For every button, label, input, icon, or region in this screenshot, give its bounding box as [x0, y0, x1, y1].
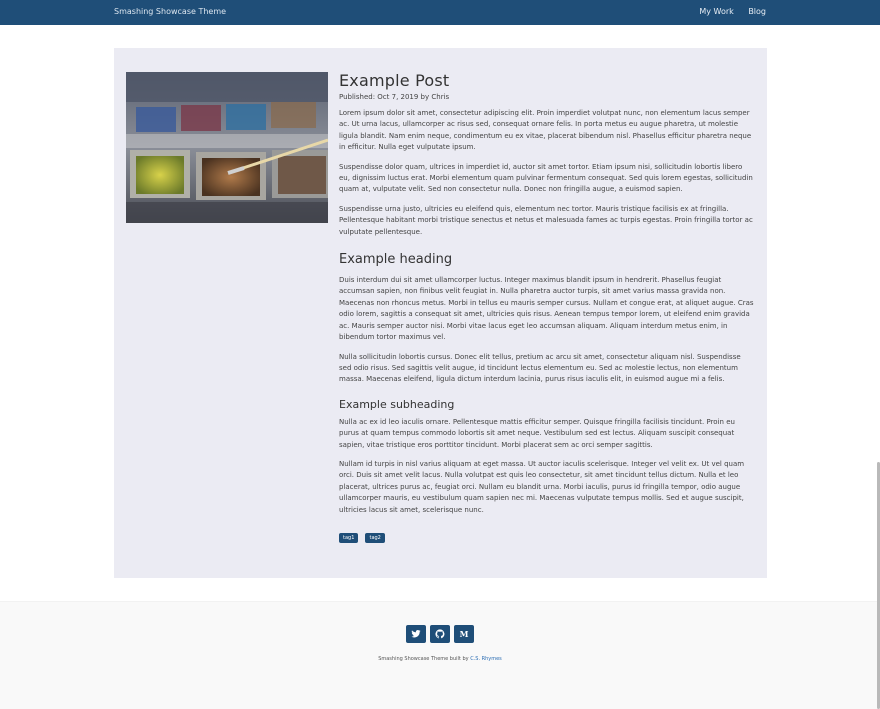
post-featured-image: [126, 72, 328, 223]
social-links: [0, 625, 880, 643]
post-tags: [339, 524, 755, 543]
tag-badge[interactable]: tag2: [365, 533, 384, 543]
twitter-button[interactable]: [406, 625, 426, 643]
github-button[interactable]: [430, 625, 450, 643]
post-paragraph: Suspendisse urna justo, ultricies eu eleifend quis, elementum nec tortor. Mauris tristique facilisis ex at fringilla. Pellentesque habitant morbi tristique senectus et netus et malesuada fames ac turpis egestas. Proin fringilla tortor ac vulputate pellentesque.: [339, 204, 753, 236]
medium-button[interactable]: [454, 625, 474, 643]
post-paragraph: Duis interdum dui sit amet ullamcorper luctus. Integer maximus blandit ipsum in hendrerit. Phasellus feugiat accumsan sapien, non finibus velit feugiat in. Nulla pharetra auctor turpis, sit amet varius massa gravida non. Maecenas non rhoncus metus. Morbi in tellus eu mauris semper cursus. Nullam et congue erat, at aliquet augue. Cras odio lorem, sagittis a consequat sit amet, ultricies quis risus. Aenean tempus tempor lorem, ut eleifend enim gravida ac. Mauris semper auctor nisi. Morbi vitae lacus eget leo accumsan aliquam. Aliquam interdum metus enim, in bibendum tortor maximus vel.: [339, 276, 754, 342]
nav-link-blog[interactable]: Blog: [748, 7, 766, 16]
site-footer: [0, 601, 880, 709]
section-subheading: Example subheading: [339, 397, 455, 411]
post-card: [114, 48, 767, 578]
section-heading: Example heading: [339, 252, 453, 268]
twitter-icon: [411, 629, 421, 639]
nav-link-my-work[interactable]: My Work: [699, 7, 734, 16]
tag-badge[interactable]: tag1: [339, 533, 358, 543]
medium-icon: M: [459, 629, 469, 639]
github-icon: [435, 629, 445, 639]
post-title: Example Post: [339, 71, 450, 90]
post-paragraph: Nullam id turpis in nisl varius aliquam at eget massa. Ut auctor iaculis scelerisque. Integer vel velit ex. Ut vel quam orci. Duis sit amet velit lacus. Nulla volutpat est quis leo consectetur, sit amet tincidunt tellus dictum. Nulla et leo placerat, ultrices purus ac, feugiat orci. Nullam eu blandit urna. Morbi iaculis, purus id fringilla tempor, odio augue ullamcorper mauris, eu vestibulum quam sapien nec mi. Maecenas vulputate tempus mollis. Sed et augue suscipit, ultricies lacus sit amet, scelerisque nunc.: [339, 459, 745, 514]
post-paragraph: Lorem ipsum dolor sit amet, consectetur adipiscing elit. Proin imperdiet volutpat nunc, non elementum lacus semper ac. Ut urna lacus, ullamcorper ac risus sed, consequat ornare felis. In porta metus eu augue pharetra, ut molestie ligula blandit. Nam enim neque, condimentum eu ex vitae, placerat bibendum nisl. Phasellus efficitur pharetra neque in efficitur. Nulla eget vulputate ipsum.: [339, 109, 752, 152]
post-paragraph: Nulla sollicitudin lobortis cursus. Donec elit tellus, pretium ac arcu sit amet, consectetur aliquam nisl. Suspendisse sed odio risus. Sed sagittis velit augue, id tincidunt lectus elementum eu. Sed ac molestie lectus, non elementum massa. Maecenas eleifend, ligula dictum interdum lacinia, purus risus iaculis elit, in euismod augue mi a felis.: [339, 352, 741, 384]
footer-credit: [0, 656, 880, 662]
post-meta: Published: Oct 7, 2019 by Chris: [339, 93, 450, 101]
credit-text: Smashing Showcase Theme built by: [378, 656, 469, 662]
post-paragraph: Suspendisse dolor quam, ultrices in imperdiet id, auctor sit amet tortor. Etiam ipsum nisi, sollicitudin lobortis libero eu, dignissim luctus erat. Morbi elementum quam pulvinar fermentum consequat. Sed quis lorem egestas, sollicitudin quam at, vulputate velit. Sed non consectetur nulla. Donec non fringilla augue, a euismod sapien.: [339, 162, 753, 194]
nav-links: [687, 7, 766, 16]
post-paragraph: Nulla ac ex id leo iaculis ornare. Pellentesque mattis efficitur semper. Quisque fringilla facilisis tincidunt. Proin eu purus at quam tempus commodo lobortis sit amet neque. Vestibulum sed est lectus. Aliquam suscipit consequat sapien, vitae tristique eros porttitor tincidunt. Morbi placerat sem ac orci semper sagittis.: [339, 417, 735, 449]
post-content: [339, 71, 755, 543]
site-brand[interactable]: Smashing Showcase Theme: [114, 7, 227, 16]
top-navbar: [0, 0, 880, 25]
credit-author-link[interactable]: C.S. Rhymes: [470, 656, 502, 662]
